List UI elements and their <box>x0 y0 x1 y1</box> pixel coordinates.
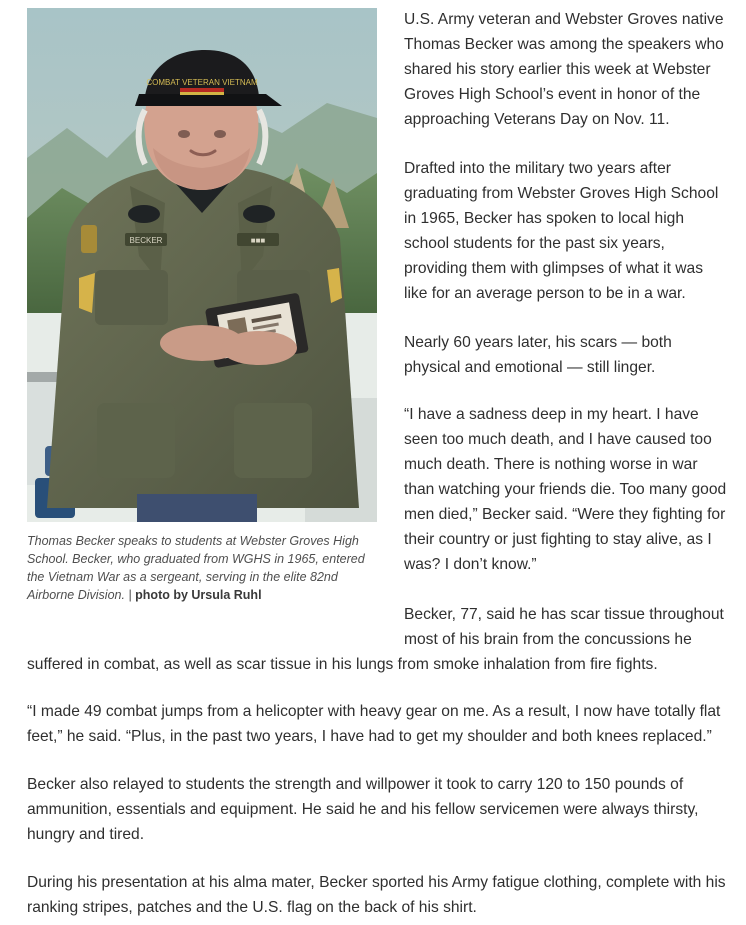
name-tag-text: BECKER <box>129 236 163 245</box>
cap-text: COMBAT VETERAN VIETNAM <box>146 78 258 87</box>
article-paragraph-7: Becker also relayed to students the strength and willpower it took to carry 120 to 150 pounds of ammunition, essentials and equipment. He said he and his fellow servicemen were always thirsty, hungry and tired. <box>27 776 699 843</box>
veteran-photo <box>27 8 377 522</box>
article-paragraph-5-end: suffered in combat, as well as scar tissue in his lungs from smoke inhalation from fire fights. <box>27 656 658 673</box>
photo-credit: photo by Ursula Ruhl <box>135 588 262 602</box>
svg-text:■■■: ■■■ <box>250 236 266 245</box>
article-paragraph-3: Nearly 60 years later, his scars — both physical and emotional — still linger. <box>404 334 672 376</box>
photo-caption <box>27 532 369 604</box>
article-figure <box>27 8 377 604</box>
article-paragraph-2: Drafted into the military two years after graduating from Webster Groves High School in 1965, Becker has spoken to local high school students for the past six years, providing them with glimpses of what it was like for an average person to be in a war. <box>404 160 719 302</box>
article-paragraph-6: “I made 49 combat jumps from a helicopter with heavy gear on me. As a result, I now have totally flat feet,” he said. “Plus, in the past two years, I have had to get my shoulder and both knees replaced.” <box>27 703 721 745</box>
article-paragraph-8: During his presentation at his alma mater, Becker sported his Army fatigue clothing, complete with his ranking stripes, patches and the U.S. flag on the back of his shirt. <box>27 874 726 916</box>
article-paragraph-4: “I have a sadness deep in my heart. I have seen too much death, and I have caused too much death. There is nothing worse in war than watching your friends die. Too many good men died,” Becker said. “Were they fighting for their country or just fighting to stay alive, as I was? I don’t know.” <box>404 406 727 573</box>
article-paragraph-1: U.S. Army veteran and Webster Groves native Thomas Becker was among the speakers who shared his story earlier this week at Webster Groves High School’s event in honor of the approaching Veterans Day on Nov. 11. <box>404 11 724 128</box>
caption-text: Thomas Becker speaks to students at Webster Groves High School. Becker, who graduated from WGHS in 1965, entered the Vietnam War as a sergeant, serving in the elite 82nd Airborne Division. | <box>27 534 365 602</box>
article-paragraph-5-start: Becker, 77, said he has scar tissue throughout most of his brain from the concussions he <box>404 606 724 648</box>
